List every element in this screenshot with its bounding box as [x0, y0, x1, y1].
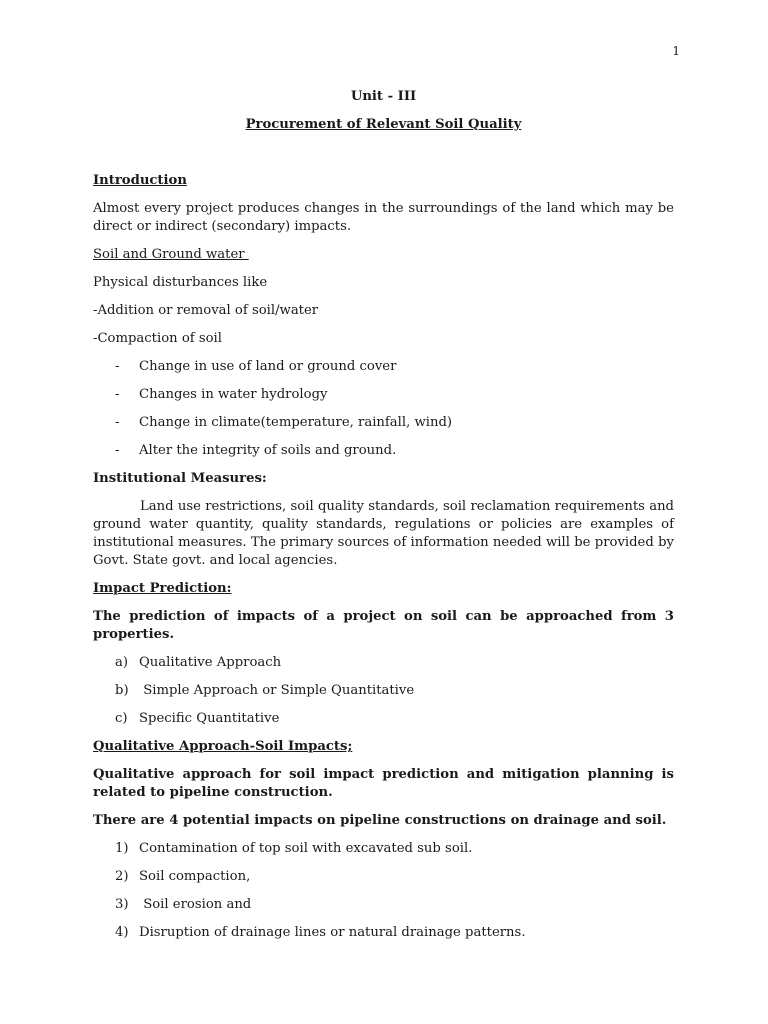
potential-impacts-statement: There are 4 potential impacts on pipeline constructions on drainage and soil.: [93, 813, 667, 828]
soil-disturbance-list: [93, 358, 674, 460]
list-item-text: Alter the integrity of soils and ground.: [139, 443, 397, 458]
list-item-text: Soil compaction,: [139, 869, 251, 884]
potential-impacts-list: [93, 840, 674, 942]
introduction-paragraph: Almost every project produces changes in the surroundings of the land which may be direct or indirect (secondary) impacts.: [93, 201, 674, 234]
impact-prediction-statement: The prediction of impacts of a project on soil can be approached from 3 properties.: [93, 609, 674, 642]
list-item: [93, 682, 674, 700]
institutional-measures-heading: Institutional Measures:: [93, 471, 267, 486]
list-item: [93, 710, 674, 728]
list-item-text: Qualitative Approach: [139, 655, 282, 670]
list-item-text: Disruption of drainage lines or natural drainage patterns.: [139, 925, 526, 940]
list-marker: 3): [115, 897, 129, 912]
list-marker: -: [115, 387, 120, 402]
impact-prediction-heading: Impact Prediction:: [93, 581, 232, 596]
institutional-measures-paragraph: Land use restrictions, soil quality standards, soil reclamation requirements and ground water quantity, quality standards, regulations or policies are examples of institutional measures. The primary sources of information needed will be provided by Govt. State govt. and local agencies.: [93, 499, 674, 568]
document-body: [93, 88, 674, 942]
list-marker: a): [115, 655, 129, 670]
page-number: 1: [672, 44, 680, 58]
list-marker: -: [115, 415, 120, 430]
list-marker: b): [115, 683, 129, 698]
list-item-text: Change in climate(temperature, rainfall, wind): [139, 415, 453, 430]
list-item: [93, 414, 674, 432]
compaction-line: -Compaction of soil: [93, 331, 222, 346]
list-item: [93, 358, 674, 376]
list-marker: 4): [115, 925, 129, 940]
qualitative-approach-heading: Qualitative Approach-Soil Impacts;: [93, 739, 353, 754]
list-item-text: Soil erosion and: [139, 897, 252, 912]
list-item-text: Changes in water hydrology: [139, 387, 328, 402]
soil-ground-water-heading: Soil and Ground water: [93, 247, 249, 262]
list-marker: -: [115, 443, 120, 458]
list-marker: -: [115, 359, 120, 374]
addition-removal-line: -Addition or removal of soil/water: [93, 303, 319, 318]
list-item: [93, 868, 674, 886]
unit-title: Unit - III: [350, 89, 417, 104]
list-item: [93, 840, 674, 858]
list-marker: c): [115, 711, 128, 726]
list-marker: 2): [115, 869, 129, 884]
list-item: [93, 924, 674, 942]
approach-list: [93, 654, 674, 728]
physical-disturbances-line: Physical disturbances like: [93, 275, 268, 290]
qualitative-approach-paragraph: Qualitative approach for soil impact prediction and mitigation planning is related to pipeline construction.: [93, 767, 674, 800]
introduction-heading: Introduction: [93, 173, 187, 188]
list-item-text: Simple Approach or Simple Quantitative: [139, 683, 415, 698]
list-item: [93, 386, 674, 404]
list-item: [93, 896, 674, 914]
list-item: [93, 654, 674, 672]
list-item-text: Contamination of top soil with excavated sub soil.: [139, 841, 473, 856]
list-marker: 1): [115, 841, 129, 856]
list-item-text: Change in use of land or ground cover: [139, 359, 397, 374]
list-item-text: Specific Quantitative: [139, 711, 280, 726]
main-title: Procurement of Relevant Soil Quality: [245, 117, 522, 132]
list-item: [93, 442, 674, 460]
